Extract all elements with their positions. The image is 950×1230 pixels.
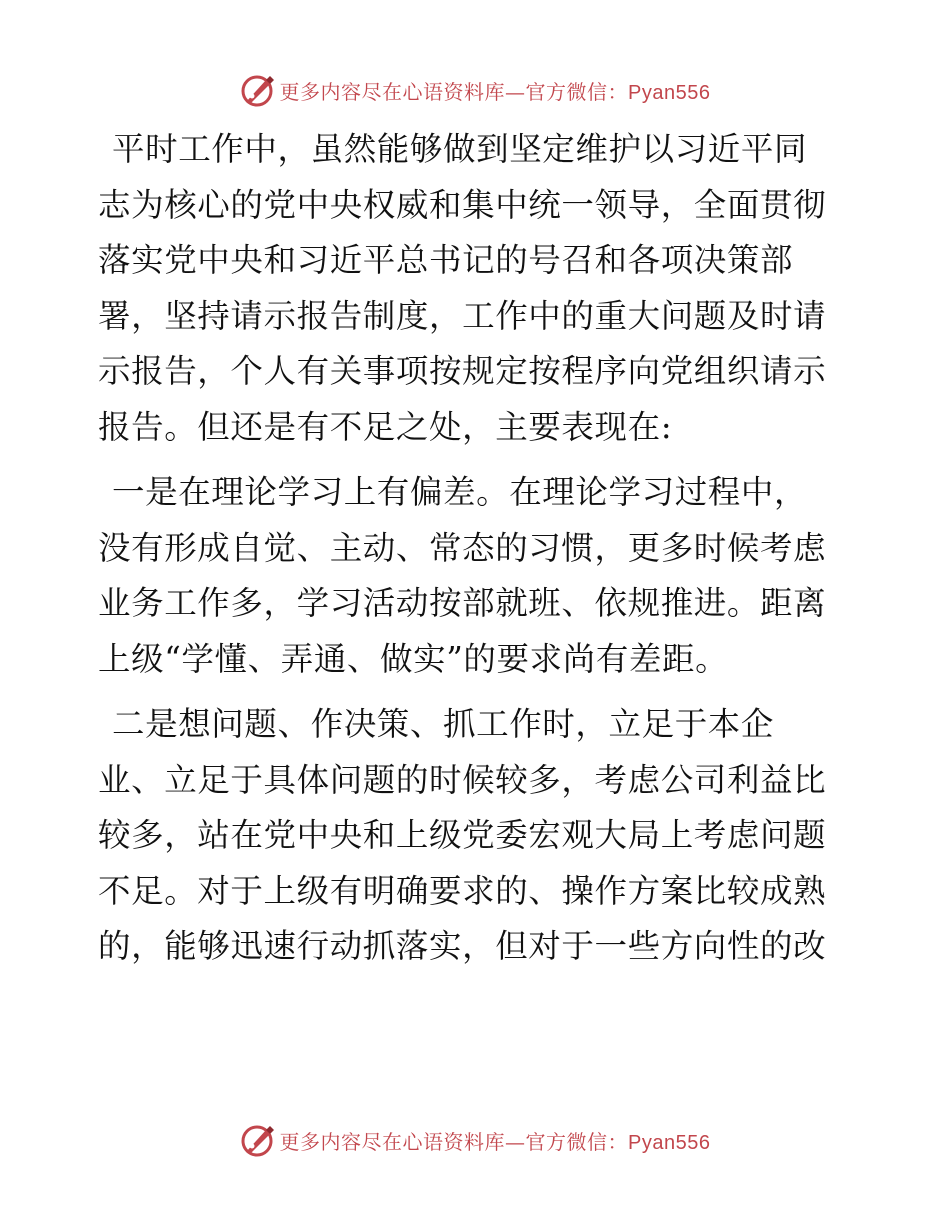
text-line: 较多，站在党中央和上级党委宏观大局上考虑问题 (98, 816, 827, 854)
text-line: 一是在理论学习上有偏差。在理论学习过程中， (112, 473, 808, 511)
text-line: 二是想问题、作决策、抓工作时，立足于本企 (112, 705, 775, 743)
header-banner-label: 更多内容尽在心语资料库—官方微信： (279, 79, 629, 104)
text-line: 不足。对于上级有明确要求的、操作方案比较成熟 (98, 871, 827, 910)
paragraph-1 (98, 122, 854, 455)
text-line: 没有形成自觉、主动、常态的习惯，更多时候考虑 (98, 528, 827, 567)
header-banner-text (280, 76, 711, 105)
pen-logo-icon (240, 1122, 276, 1158)
text-line: 署，坚持请示报告制度，工作中的重大问题及时请 (98, 296, 827, 335)
document-body (98, 122, 854, 985)
paragraph-3 (98, 697, 854, 975)
pen-logo-icon (240, 72, 276, 108)
text-line: 平时工作中，虽然能够做到坚定维护以习近平同 (112, 130, 808, 168)
footer-wechat-id: Pyan556 (628, 1131, 711, 1154)
footer-banner-label: 更多内容尽在心语资料库—官方微信： (279, 1129, 629, 1154)
header-banner (0, 68, 950, 112)
paragraph-2 (98, 465, 854, 687)
text-line: 报告。但还是有不足之处，主要表现在: (98, 407, 673, 446)
header-wechat-id: Pyan556 (628, 81, 711, 104)
text-line: 志为核心的党中央权威和集中统一领导，全面贯彻 (98, 185, 827, 224)
footer-banner (0, 1118, 950, 1162)
text-line: 业、立足于具体问题的时候较多，考虑公司利益比 (98, 760, 827, 799)
text-line: 示报告，个人有关事项按规定按程序向党组织请示 (98, 352, 827, 390)
text-line: 的，能够迅速行动抓落实，但对于一些方向性的改 (98, 927, 827, 965)
footer-banner-text (280, 1126, 711, 1155)
text-line: 业务工作多，学习活动按部就班、依规推进。距离 (98, 584, 827, 622)
text-line: 落实党中央和习近平总书记的号召和各项决策部 (98, 241, 794, 279)
text-line: 上级“学懂、弄通、做实”的要求尚有差距。 (98, 639, 729, 678)
